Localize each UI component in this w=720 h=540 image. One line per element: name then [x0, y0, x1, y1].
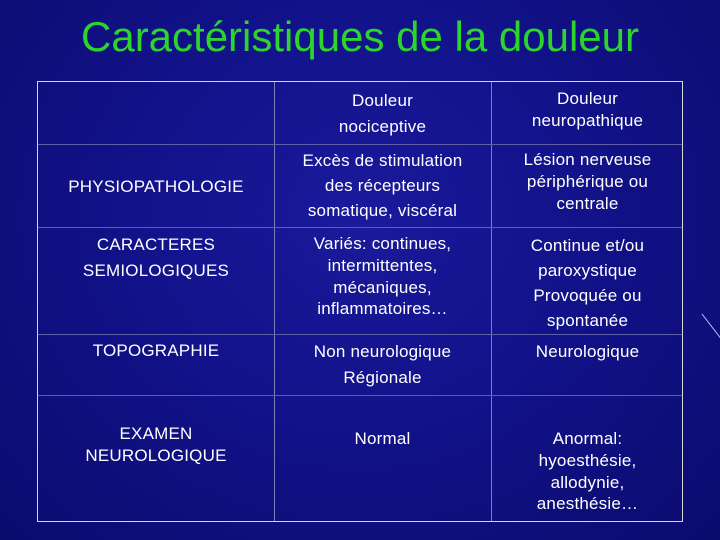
- cell-line: spontanée: [546, 311, 629, 331]
- row-label-physiopathologie: [38, 176, 274, 198]
- header-line: neuropathique: [531, 110, 644, 130]
- row-divider: [38, 395, 682, 396]
- cell-semiologie-nociceptive: [274, 233, 491, 320]
- cell-line: Variés: continues,: [313, 234, 452, 253]
- cell-line: somatique, viscéral: [307, 201, 458, 221]
- cell-examen-neuropathique: [491, 428, 684, 515]
- decorative-line: [700, 312, 720, 342]
- cell-examen-nociceptive: [274, 428, 491, 450]
- header-line: nociceptive: [338, 117, 427, 137]
- row-label-line: EXAMEN: [119, 424, 193, 443]
- cell-line: anesthésie…: [536, 494, 639, 514]
- row-label-topographie: [38, 340, 274, 362]
- cell-line: Lésion nerveuse: [523, 150, 652, 169]
- cell-line: Neurologique: [535, 342, 640, 361]
- cell-line: intermittentes,: [327, 255, 438, 275]
- cell-line: Continue et/ou: [530, 236, 645, 255]
- cell-line: paroxystique: [538, 261, 637, 281]
- cell-line: des récepteurs: [324, 176, 441, 196]
- slide-title: Caractéristiques de la douleur: [81, 13, 639, 60]
- header-neuropathique: [491, 88, 684, 132]
- cell-line: Anormal:: [552, 429, 623, 448]
- cell-line: Normal: [354, 429, 411, 448]
- row-label-caracteres-semiologiques: [38, 232, 274, 283]
- row-divider: [38, 227, 682, 228]
- cell-topographie-nociceptive: [274, 339, 491, 392]
- row-label-line: PHYSIOPATHOLOGIE: [68, 177, 244, 196]
- header-line: Douleur: [352, 91, 413, 110]
- header-cell-empty: [38, 82, 274, 144]
- row-divider: [38, 334, 682, 335]
- characteristics-table: [37, 81, 683, 522]
- cell-line: Excès de stimulation: [302, 151, 463, 170]
- cell-line: mécaniques,: [333, 277, 432, 297]
- cell-topographie-neuropathique: [491, 341, 684, 363]
- row-label-examen-neurologique: [38, 423, 274, 467]
- cell-physiopathologie-neuropathique: [491, 149, 684, 214]
- header-nociceptive: [274, 88, 491, 141]
- cell-line: Non neurologique: [313, 342, 452, 361]
- cell-line: hyoesthésie,: [538, 450, 637, 470]
- row-divider: [38, 144, 682, 145]
- header-line: Douleur: [557, 89, 618, 108]
- cell-line: inflammatoires…: [317, 299, 448, 319]
- row-label-line: TOPOGRAPHIE: [92, 341, 220, 360]
- cell-physiopathologie-nociceptive: [274, 148, 491, 223]
- cell-line: Régionale: [343, 368, 422, 388]
- cell-line: centrale: [556, 193, 619, 213]
- cell-semiologie-neuropathique: [491, 233, 684, 334]
- row-label-line: NEUROLOGIQUE: [85, 445, 227, 465]
- row-label-line: CARACTERES: [96, 235, 216, 254]
- row-label-line: SEMIOLOGIQUES: [82, 260, 230, 280]
- cell-line: périphérique ou: [526, 171, 649, 191]
- cell-line: Provoquée ou: [533, 286, 642, 306]
- cell-line: allodynie,: [550, 472, 625, 492]
